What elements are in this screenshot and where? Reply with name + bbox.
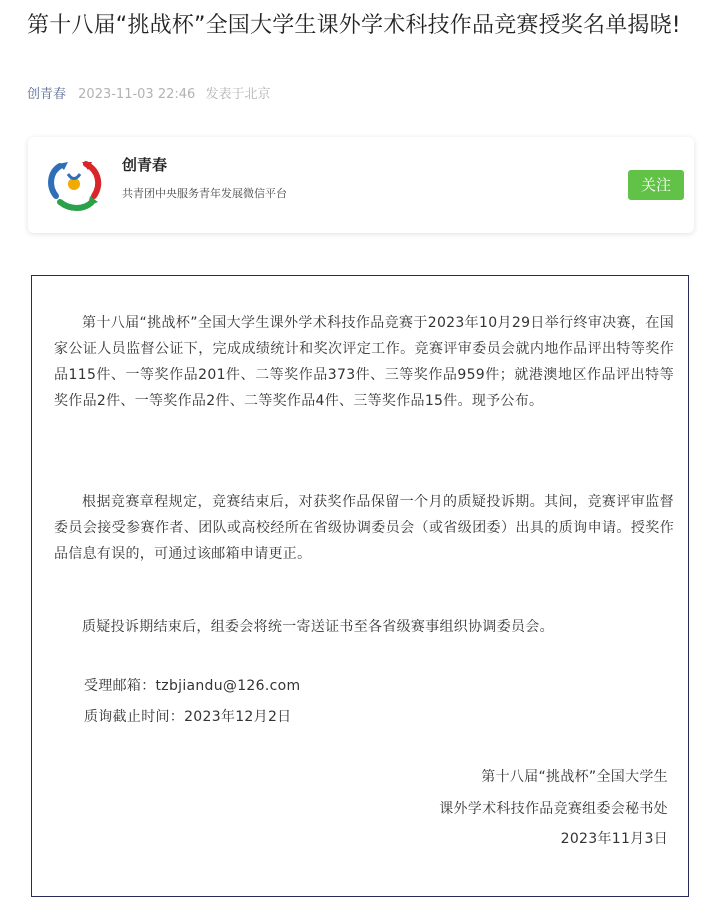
follow-button[interactable]: 关注 xyxy=(628,170,684,200)
notice-paragraph-2: 根据竞赛章程规定，竞赛结束后，对获奖作品保留一个月的质疑投诉期。其间，竞赛评审监督委员会接受参赛作者、团队或高校经所在省级协调委员会（或省级团委）出具的质询申请。授奖作品信息有误的，可通过该邮箱申请更正。 xyxy=(54,494,674,562)
account-description: 共青团中央服务青年发展微信平台 xyxy=(122,187,287,200)
signature-line-2: 课外学术科技作品竞赛组委会秘书处 xyxy=(439,801,668,817)
award-notice xyxy=(31,275,689,897)
chuangqingchun-logo-icon xyxy=(42,152,106,216)
account-name[interactable]: 创青春 xyxy=(122,156,168,174)
author-link[interactable]: 创青春 xyxy=(27,87,67,102)
article-meta xyxy=(27,85,270,105)
account-profile-card[interactable] xyxy=(28,137,694,233)
signature-line-1: 第十八届“挑战杯”全国大学生 xyxy=(481,769,668,785)
notice-paragraph-3: 质疑投诉期结束后，组委会将统一寄送证书至各省级赛事组织协调委员会。 xyxy=(82,619,554,635)
notice-paragraph-1: 第十八届“挑战杯”全国大学生课外学术科技作品竞赛于2023年10月29日举行终审决赛，在国家公证人员监督公证下，完成成绩统计和奖次评定工作。竞赛评审委员会就内地作品评出特等奖作品115件、一等奖作品201件、二等奖作品373件、三等奖作品959件；就港澳地区作品评出特等奖作品2件、一等奖作品2件、二等奖作品4件、三等奖作品15件。现予公布。 xyxy=(54,315,674,409)
contact-email: 受理邮箱：tzbjiandu@126.com xyxy=(84,678,301,694)
publish-location: 发表于北京 xyxy=(205,87,271,102)
publish-date: 2023-11-03 22:46 xyxy=(78,87,196,102)
signature-date: 2023年11月3日 xyxy=(560,831,668,847)
inquiry-deadline: 质询截止时间：2023年12月2日 xyxy=(84,709,292,725)
article-title: 第十八届“挑战杯”全国大学生课外学术科技作品竞赛授奖名单揭晓! xyxy=(27,13,681,38)
